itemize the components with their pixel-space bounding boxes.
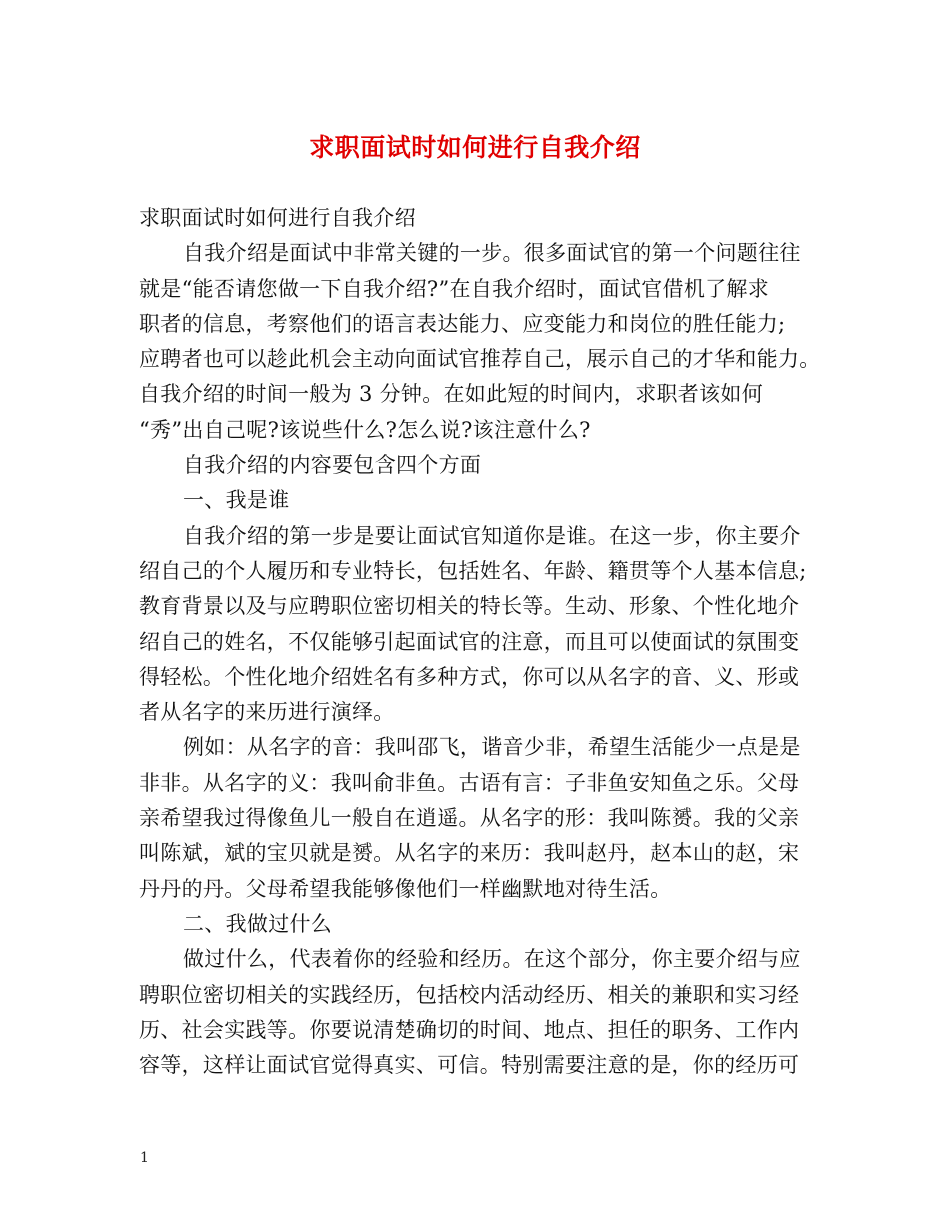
text-line: 职者的信息，考察他们的语言表达能力、应变能力和岗位的胜任能力; bbox=[139, 311, 786, 336]
text-line: 就是“能否请您做一下自我介绍?”在自我介绍时，面试官借机了解求 bbox=[139, 276, 770, 301]
text-line: 叫陈斌，斌的宝贝就是赟。从名字的来历：我叫赵丹，赵本山的赵，宋 bbox=[139, 841, 800, 866]
text-line: 自我介绍的内容要包含四个方面 bbox=[183, 453, 482, 478]
text-line: 教育背景以及与应聘职位密切相关的特长等。生动、形象、个性化地介 bbox=[139, 594, 800, 619]
page-title: 求职面试时如何进行自我介绍 bbox=[309, 133, 641, 162]
text-line: 例如：从名字的音：我叫邵飞，谐音少非，希望生活能少一点是是 bbox=[183, 735, 801, 760]
text-line: 容等，这样让面试官觉得真实、可信。特别需要注意的是，你的经历可 bbox=[139, 1053, 800, 1078]
text-line: 绍自己的个人履历和专业特长，包括姓名、年龄、籍贯等个人基本信息; bbox=[139, 558, 807, 583]
text-line: 亲希望我过得像鱼儿一般自在逍遥。从名字的形：我叫陈赟。我的父亲 bbox=[139, 806, 800, 831]
page-number: 1 bbox=[140, 1150, 149, 1166]
text-line: 非非。从名字的义：我叫俞非鱼。古语有言：子非鱼安知鱼之乐。父母 bbox=[139, 770, 800, 795]
text-line: 者从名字的来历进行演绎。 bbox=[139, 700, 395, 725]
text-line: 绍自己的姓名，不仅能够引起面试官的注意，而且可以使面试的氛围变 bbox=[139, 629, 800, 654]
text-line: 自我介绍的第一步是要让面试官知道你是谁。在这一步，你主要介 bbox=[183, 523, 801, 548]
text-line: 求职面试时如何进行自我介绍 bbox=[139, 206, 416, 230]
text-line: 聘职位密切相关的实践经历，包括校内活动经历、相关的兼职和实习经 bbox=[139, 982, 800, 1007]
text-line: 得轻松。个性化地介绍姓名有多种方式，你可以从名字的音、义、形或 bbox=[139, 664, 800, 689]
text-line: 历、社会实践等。你要说清楚确切的时间、地点、担任的职务、工作内 bbox=[139, 1017, 800, 1042]
text-line: 一、我是谁 bbox=[183, 488, 290, 513]
text-line: 做过什么，代表着你的经验和经历。在这个部分，你主要介绍与应 bbox=[183, 947, 801, 972]
text-line: “秀”出自己呢?该说些什么?怎么说?该注意什么? bbox=[139, 417, 591, 442]
text-line: 丹丹的丹。父母希望我能够像他们一样幽默地对待生活。 bbox=[139, 876, 672, 901]
text-line: 应聘者也可以趁此机会主动向面试官推荐自己，展示自己的才华和能力。 bbox=[139, 347, 821, 372]
document-body bbox=[139, 201, 821, 1083]
text-line: 自我介绍是面试中非常关键的一步。很多面试官的第一个问题往往 bbox=[183, 241, 801, 266]
text-line: 二、我做过什么 bbox=[183, 911, 333, 936]
text-line: 自我介绍的时间一般为 3 分钟。在如此短的时间内，求职者该如何 bbox=[139, 382, 764, 407]
